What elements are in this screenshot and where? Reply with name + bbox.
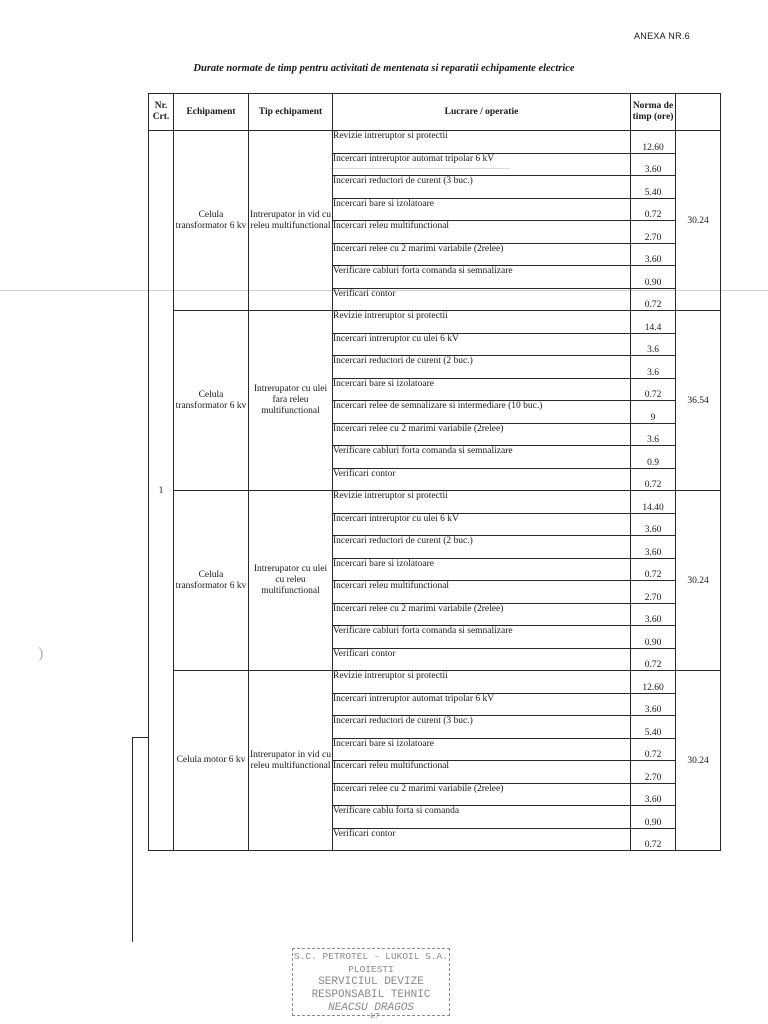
time-norm-cell: 0.72 — [631, 468, 676, 491]
operation-cell: Verificari contor — [333, 468, 631, 491]
time-norm-cell: 12.60 — [631, 671, 676, 694]
stamp-line: S.C. PETROTEL - LUKOIL S.A. PLOIESTI — [294, 950, 448, 975]
operation-cell: Incercari releu multifunctional — [333, 221, 631, 244]
operation-cell: Revizie intreruptor si protectii — [333, 131, 631, 154]
document-title: Durate normate de timp pentru activitati de mentenata si reparatii echipamente electrice — [193, 63, 575, 74]
stamp-line: RESPONSABIL TEHNIC — [311, 988, 431, 1001]
operation-cell: Incercari reductori de curent (2 buc.) — [333, 356, 631, 379]
time-norm-cell: 3.60 — [631, 603, 676, 626]
time-norm-cell: 0.72 — [631, 738, 676, 761]
time-norm-cell: 5.40 — [631, 176, 676, 199]
operation-cell: Incercari bare si izolatoare — [333, 378, 631, 401]
official-stamp — [292, 948, 450, 1016]
operation-cell: Incercari bare si izolatoare — [333, 558, 631, 581]
operation-cell: Incercari relee cu 2 marimi variabile (2relee) — [333, 243, 631, 266]
operation-cell: Incercari relee cu 2 marimi variabile (2relee) — [333, 423, 631, 446]
equipment-cell: Celula transformator 6 kv — [174, 491, 249, 671]
time-norm-cell: 14.4 — [631, 311, 676, 334]
table-row — [149, 311, 721, 334]
operation-cell: Verificari contor — [333, 828, 631, 851]
col-header-echipament: Echipament — [174, 94, 249, 131]
equipment-type-cell: Intrerupator cu ulei fara releu multifunctional — [249, 311, 333, 491]
time-norm-cell: 5.40 — [631, 716, 676, 739]
group-total-cell: 30.24 — [676, 131, 721, 311]
time-norm-cell: 14.40 — [631, 491, 676, 514]
time-norm-cell: 0.72 — [631, 648, 676, 671]
operation-cell: Incercari relee de semnalizare si intermediare (10 buc.) — [333, 401, 631, 424]
maintenance-norms-table — [148, 93, 721, 851]
operation-cell: Revizie intreruptor si protectii — [333, 311, 631, 334]
group-total-cell: 30.24 — [676, 671, 721, 851]
time-norm-cell: 2.70 — [631, 761, 676, 784]
stamp-line: SERVICIUL DEVIZE — [318, 975, 424, 988]
operation-cell: Incercari intreruptor automat tripolar 6 kV — [333, 153, 631, 176]
time-norm-cell: 2.70 — [631, 581, 676, 604]
scan-artifact-mark: ) — [38, 645, 44, 662]
time-norm-cell: 0.72 — [631, 558, 676, 581]
annex-number: ANEXA NR.6 — [633, 31, 690, 41]
time-norm-cell: 3.60 — [631, 153, 676, 176]
margin-rule — [132, 738, 133, 942]
time-norm-cell: 0.72 — [631, 288, 676, 311]
operation-cell: Revizie intreruptor si protectii — [333, 491, 631, 514]
equipment-type-cell: Intrerupator in vid cu releu multifunctional — [249, 671, 333, 851]
time-norm-cell: 2.70 — [631, 221, 676, 244]
table-row — [149, 671, 721, 694]
operation-cell: Incercari relee cu 2 marimi variabile (2relee) — [333, 783, 631, 806]
time-norm-cell: 3.60 — [631, 693, 676, 716]
time-norm-cell: 0.72 — [631, 378, 676, 401]
time-norm-cell: 3.60 — [631, 783, 676, 806]
col-header-nr: Nr. Crt. — [149, 94, 174, 131]
time-norm-cell: 3.6 — [631, 356, 676, 379]
row-number: 1 — [149, 131, 174, 851]
operation-cell: Verificare cabluri forta comanda si semnalizare — [333, 446, 631, 469]
time-norm-cell: 12.60 — [631, 131, 676, 154]
group-total-cell: 36.54 — [676, 311, 721, 491]
col-header-norma: Norma de timp (ore) — [631, 94, 676, 131]
time-norm-cell: 3.6 — [631, 333, 676, 356]
operation-cell: Incercari intreruptor automat tripolar 6 kV — [333, 693, 631, 716]
operation-cell: Verificare cabluri forta comanda si semnalizare — [333, 626, 631, 649]
operation-cell: Incercari bare si izolatoare — [333, 198, 631, 221]
group-total-cell: 30.24 — [676, 491, 721, 671]
table-header-row — [149, 94, 721, 131]
stamp-line: NEACSU DRAGOS — [328, 1001, 414, 1014]
margin-rule — [132, 737, 148, 738]
operation-cell: Verificari contor — [333, 288, 631, 311]
equipment-type-cell: Intrerupator in vid cu releu multifunctional — [249, 131, 333, 311]
operation-cell: Incercari reductori de curent (2 buc.) — [333, 536, 631, 559]
time-norm-cell: 9 — [631, 401, 676, 424]
time-norm-cell: 3.60 — [631, 243, 676, 266]
time-norm-cell: 3.6 — [631, 423, 676, 446]
operation-cell: Verificari contor — [333, 648, 631, 671]
equipment-cell: Celula transformator 6 kv — [174, 131, 249, 311]
col-header-lucrare: Lucrare / operatie — [333, 94, 631, 131]
equipment-cell: Celula motor 6 kv — [174, 671, 249, 851]
time-norm-cell: 3.60 — [631, 536, 676, 559]
col-header-total — [676, 94, 721, 131]
operation-cell: Verificare cablu forta si comanda — [333, 806, 631, 829]
time-norm-cell: 0.72 — [631, 828, 676, 851]
equipment-type-cell: Intrerupator cu ulei cu releu multifunctional — [249, 491, 333, 671]
operation-cell: Revizie intreruptor si protectii — [333, 671, 631, 694]
table-row — [149, 491, 721, 514]
operation-cell: Verificare cabluri forta comanda si semnalizare — [333, 266, 631, 289]
time-norm-cell: 0.72 — [631, 198, 676, 221]
col-header-tip: Tip echipament — [249, 94, 333, 131]
operation-cell: Incercari reductori de curent (3 buc.) — [333, 716, 631, 739]
operation-cell: Incercari releu multifunctional — [333, 581, 631, 604]
time-norm-cell: 0.90 — [631, 806, 676, 829]
operation-cell: Incercari intreruptor cu ulei 6 kV — [333, 513, 631, 536]
table-body — [149, 131, 721, 851]
operation-cell: Incercari relee cu 2 marimi variabile (2relee) — [333, 603, 631, 626]
operation-cell: Incercari releu multifunctional — [333, 761, 631, 784]
time-norm-cell: 0.9 — [631, 446, 676, 469]
page-number: 1/7 — [370, 1012, 379, 1020]
equipment-cell: Celula transformator 6 kv — [174, 311, 249, 491]
table-row — [149, 131, 721, 154]
time-norm-cell: 0.90 — [631, 626, 676, 649]
operation-cell: Incercari intreruptor cu ulei 6 kV — [333, 333, 631, 356]
operation-cell: Incercari bare si izolatoare — [333, 738, 631, 761]
operation-cell: Incercari reductori de curent (3 buc.) — [333, 176, 631, 199]
time-norm-cell: 3.60 — [631, 513, 676, 536]
time-norm-cell: 0.90 — [631, 266, 676, 289]
